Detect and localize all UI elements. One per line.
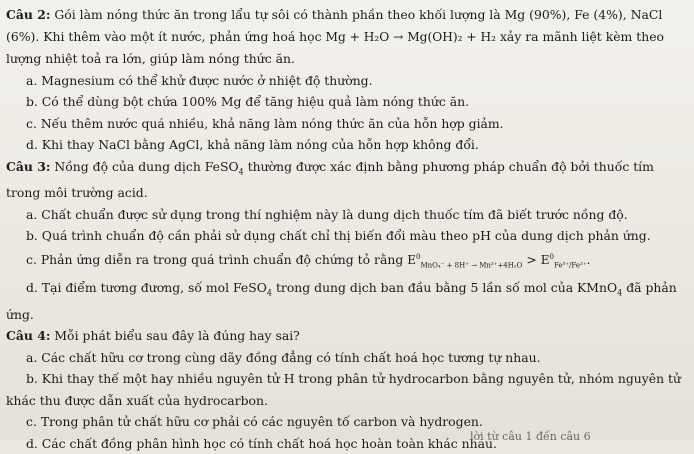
q2-option-d-text: d. Khi thay NaCl bằng AgCl, khả năng làm nóng của hỗn hợp không đổi. xyxy=(26,137,479,152)
q2-intro-2a: (6%). Khi thêm vào một ít nước, phản ứng hoá học xyxy=(6,28,322,44)
q2-intro-line-1 xyxy=(6,4,688,26)
q3-e1-sub: MnO₄⁻ + 8H⁺ → Mn²⁺+4H₂O xyxy=(420,261,523,270)
q2-option-c-text: c. Nếu thêm nước quá nhiều, khả năng làm nóng thức ăn của hỗn hợp giảm. xyxy=(26,115,504,131)
q2-intro-1: Gói làm nóng thức ăn trong lẩu tự sôi có thành phần theo khối lượng là Mg (90%), Fe (4%), NaCl xyxy=(54,7,663,22)
q3-e2-sub: Fe³⁺/Fe²⁺ xyxy=(553,261,587,270)
q3-option-c-text: c. Phản ứng diễn ra trong quá trình chuẩn độ chứng tỏ rằng xyxy=(26,251,404,267)
q3-option-c xyxy=(6,247,688,277)
q3-potential-fe xyxy=(540,252,587,270)
q2-title: Câu 2: xyxy=(6,7,51,22)
q4-option-a xyxy=(6,347,688,369)
q4-option-a-text: a. Các chất hữu cơ trong cùng dãy đồng đẳng có tính chất hoá học tương tự nhau. xyxy=(26,349,541,365)
q3-title: Câu 3: xyxy=(6,158,51,174)
q3-intro-line-1 xyxy=(6,156,688,183)
q2-option-d xyxy=(6,134,688,156)
q3-e2-symbol: E xyxy=(540,252,550,267)
q3-intro-sub: 4 xyxy=(238,166,244,176)
q3-potential-mno4 xyxy=(407,252,523,270)
q3-d-sub1: 4 xyxy=(266,288,272,298)
q3-c-end: . xyxy=(586,251,591,267)
q3-option-d-c: đã phản xyxy=(626,279,677,295)
q2-option-a-text: a. Magnesium có thể khử được nước ở nhiệt độ thường. xyxy=(26,72,373,88)
q3-option-d-line-2 xyxy=(6,304,688,326)
footer-cut-text: lời từ câu 1 đến câu 6 xyxy=(470,430,591,443)
q3-d-sub2: 4 xyxy=(617,288,623,298)
q3-option-b xyxy=(6,225,688,247)
q3-intro-1a: Nồng độ của dung dịch FeSO xyxy=(54,158,239,174)
q3-intro-line-2 xyxy=(6,182,688,204)
q4-option-b-text-1: b. Khi thay thế một hay nhiều nguyên tử H trong phân tử hydrocarbon bằng nguyên tử, nhóm nguyên tử xyxy=(26,371,681,387)
q3-greater-than: > xyxy=(526,251,537,267)
q3-e1-sup: 0 xyxy=(415,252,421,261)
q3-option-d xyxy=(6,277,688,304)
q3-e1-symbol: E xyxy=(407,252,416,267)
q3-intro-1b: thường được xác định bằng phương pháp chuẩn độ bởi thuốc tím xyxy=(247,158,654,174)
q4-intro-line xyxy=(6,325,688,347)
q4-option-b xyxy=(6,368,688,390)
q4-intro: Mỗi phát biểu sau đây là đúng hay sai? xyxy=(54,328,300,344)
q2-intro-2b: xảy ra mãnh liệt kèm theo xyxy=(499,28,664,44)
q4-option-d-text: d. Các chất đồng phân hình học có tính chất hoá học hoàn toàn khác nhau. xyxy=(26,435,497,451)
q3-option-b-text: b. Quá trình chuẩn độ cần phải sử dụng chất chỉ thị biến đổi màu theo pH của dung dịch phản ứng. xyxy=(26,228,651,244)
q3-option-d-l2: ứng. xyxy=(6,306,34,322)
q3-intro-2: trong môi trường acid. xyxy=(6,185,148,201)
q2-reaction: Mg + H₂O → Mg(OH)₂ + H₂ xyxy=(325,29,496,44)
q2-option-b xyxy=(6,91,688,113)
q2-option-a xyxy=(6,70,688,92)
q4-option-b-line-2 xyxy=(6,390,688,412)
q3-option-d-a: d. Tại điểm tương đương, số mol FeSO xyxy=(26,279,267,295)
q2-intro-line-3 xyxy=(6,48,688,70)
q2-intro-3: lượng nhiệt toả ra lớn, giúp làm nóng thức ăn. xyxy=(6,51,295,66)
q3-option-a xyxy=(6,204,688,226)
q2-option-c xyxy=(6,113,688,135)
q3-e2-sup: 0 xyxy=(549,252,554,261)
q2-intro-line-2 xyxy=(6,26,688,49)
q4-option-b-text-2: khác thu được dẫn xuất của hydrocarbon. xyxy=(6,392,268,408)
q3-option-d-b: trong dung dịch ban đầu bằng 5 lần số mol của KMnO xyxy=(275,279,618,295)
q2-option-b-text: b. Có thể dùng bột chứa 100% Mg để tăng hiệu quả làm nóng thức ăn. xyxy=(26,94,470,109)
q3-option-a-text: a. Chất chuẩn được sử dụng trong thí nghiệm này là dung dịch thuốc tím đã biết trước nồng độ. xyxy=(26,206,628,222)
q4-option-c-text: c. Trong phân tử chất hữu cơ phải có các nguyên tố carbon và hydrogen. xyxy=(26,414,483,430)
q4-title: Câu 4: xyxy=(6,328,51,344)
